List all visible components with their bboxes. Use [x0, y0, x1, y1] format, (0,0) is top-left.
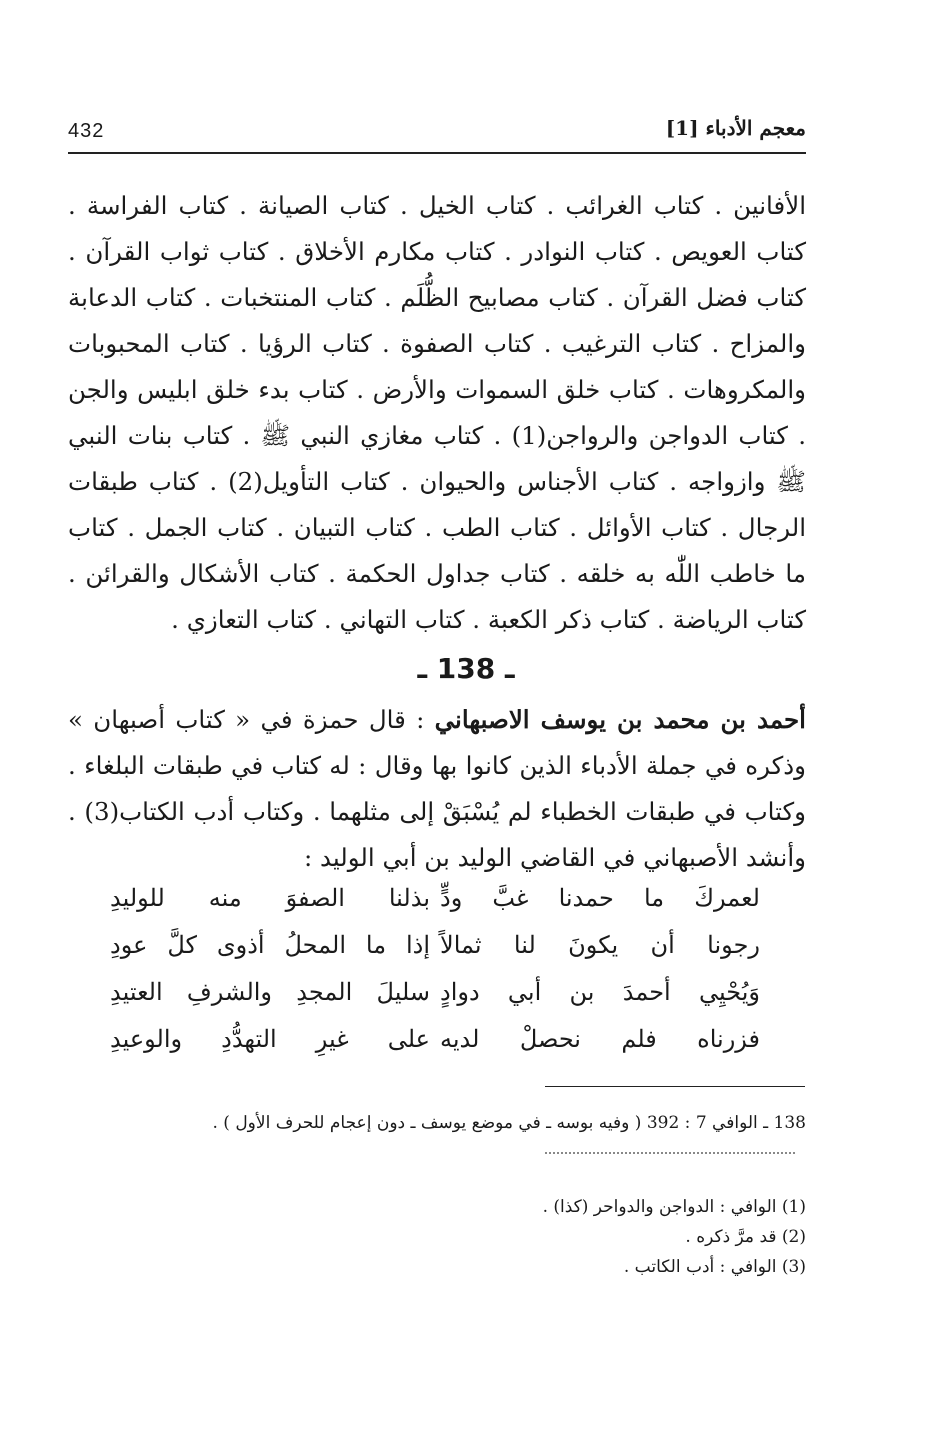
- poem: [110, 874, 760, 1062]
- poem-verse: [110, 1015, 760, 1062]
- header-rule: [68, 152, 806, 154]
- book-list-paragraph: الأفانين . كتاب الغرائب . كتاب الخيل . كتاب الصيانة . كتاب الفراسة . كتاب العويص . كتاب النوادر . كتاب مكارم الأخلاق . كتاب ثواب القرآن . كتاب فضل القرآن . كتاب مصابيح الظُّلَم . كتاب المنتخبات . كتاب الدعابة والمزاح . كتاب الترغيب . كتاب الصفوة . كتاب الرؤيا . كتاب المحبوبات والمكروهات . كتاب خلق السموات والأرض . كتاب بدء خلق ابليس والجن . كتاب الدواجن والرواجن(1) . كتاب مغازي النبي ﷺ . كتاب بنات النبي ﷺ وازواجه . كتاب الأجناس والحيوان . كتاب التأويل(2) . كتاب طبقات الرجال . كتاب الأوائل . كتاب الطب . كتاب التبيان . كتاب الجمل . كتاب ما خاطب اللّٰه به خلقه . كتاب جداول الحكمة . كتاب الأشكال والقرائن . كتاب الرياضة . كتاب ذكر الكعبة . كتاب التهاني . كتاب التعازي .: [68, 191, 806, 634]
- running-title: معجم الأدباء [1]: [665, 116, 806, 140]
- verse-first-hemistich: وَيُحْيِي أحمدَ بن أبي دوادٍ: [440, 977, 760, 1006]
- dotted-separator: [545, 1152, 795, 1154]
- page-number: 432: [68, 120, 105, 142]
- verse-first-hemistich: لعمركَ ما حمدنا غبَّ ودٍّ: [440, 883, 760, 912]
- entry-number: ـ 138 ـ: [417, 652, 515, 685]
- entry-text: : قال حمزة في « كتاب أصبهان » وذكره في جملة الأدباء الذين كانوا بها وقال : له كتاب في طبقات البلغاء . وكتاب في طبقات الخطباء لم يُسْبَقْ إلى مثلهما . وكتاب أدب الكتاب(3) . وأنشد الأصبهاني في القاضي الوليد بن أبي الوليد :: [68, 705, 806, 872]
- entry-paragraph: [68, 697, 806, 881]
- verse-second-hemistich: إذا ما المحلُ أذوى كلَّ عودِ: [110, 930, 430, 959]
- page-header: [68, 112, 806, 148]
- poem-verse: [110, 921, 760, 968]
- entry-name: أحمد بن محمد بن يوسف الاصبهاني: [434, 705, 806, 734]
- footnote: (1) الوافي : الدواجن والدواحر (كذا) .: [542, 1197, 806, 1217]
- poem-verse: [110, 874, 760, 921]
- verse-first-hemistich: فزرناه فلم نحصلْ لديه: [440, 1024, 760, 1053]
- footnote: (2) قد مرَّ ذكره .: [685, 1227, 806, 1247]
- footnotes: [300, 1192, 806, 1282]
- poem-verse: [110, 968, 760, 1015]
- verse-first-hemistich: رجونا أن يكونَ لنا ثمالاً: [440, 930, 760, 959]
- verse-second-hemistich: سليلَ المجدِ والشرفِ العتيدِ: [110, 977, 430, 1006]
- footnote-rule: [545, 1086, 805, 1087]
- source-note: 138 ـ الوافي 7 : 392 ( وفيه بوسه ـ في موضع يوسف ـ دون إعجام للحرف الأول ) .: [212, 1113, 806, 1133]
- verse-second-hemistich: على غيرِ التهدُّدِ والوعيدِ: [110, 1024, 430, 1053]
- verse-second-hemistich: بذلنا الصفوَ منه للوليدِ: [110, 883, 430, 912]
- footnote: (3) الوافي : أدب الكاتب .: [623, 1257, 806, 1277]
